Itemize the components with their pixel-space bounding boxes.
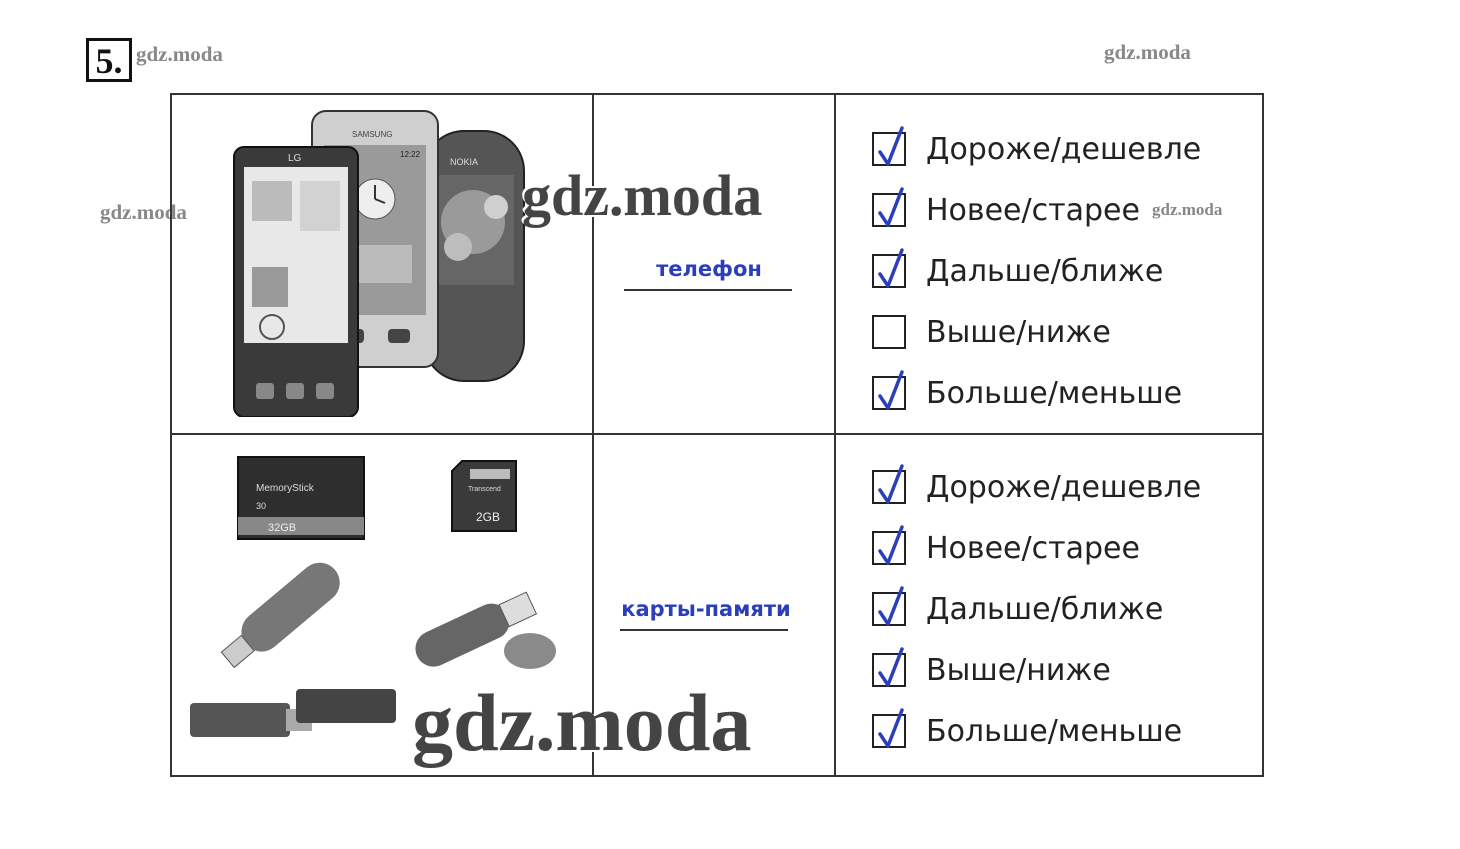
checkmark-icon [876,368,910,414]
answer-memory: карты-памяти [621,597,791,621]
watermark: gdz.moda [100,200,187,224]
option-row [872,528,1140,568]
option-row [872,312,1111,352]
answer-underline [624,289,792,291]
task-number: 5. [86,38,132,82]
memory-stick-label: MemoryStick [256,483,314,494]
option-checkbox[interactable] [872,531,906,565]
option-checkbox[interactable] [872,714,906,748]
watermark: gdz.moda [522,163,763,228]
memory-stick-speed: 30 [256,501,267,511]
option-row [872,373,1182,413]
checkmark-icon [876,124,910,170]
watermark: gdz.moda [1152,200,1223,219]
row-divider [172,433,1262,435]
option-checkbox[interactable] [872,254,906,288]
option-label: Дальше/ближе [926,591,1164,627]
option-row [872,129,1201,169]
brand-label: SAMSUNG [352,130,393,139]
option-label: Дальше/ближе [926,253,1164,289]
option-label: Больше/меньше [926,375,1183,411]
option-label: Дороже/дешевле [926,469,1202,505]
sd-brand: Transcend [468,486,501,493]
sd-size: 2GB [476,510,501,524]
option-row [872,251,1163,291]
option-row [872,589,1163,629]
phones-image [228,107,538,417]
option-checkbox[interactable] [872,470,906,504]
option-label: Выше/ниже [926,314,1111,350]
watermark: gdz.moda [1104,40,1191,64]
answer-underline [620,629,788,631]
brand-label: NOKIA [450,157,479,167]
option-checkbox[interactable] [872,193,906,227]
checkmark-icon [876,584,910,630]
memory-stick-size: 32GB [268,522,297,534]
brand-label: LG [288,153,302,164]
checkmark-icon [876,246,910,292]
option-row [872,467,1201,507]
option-row [872,711,1182,751]
checkmark-icon [876,523,910,569]
watermark: gdz.moda [412,677,752,768]
option-checkbox[interactable] [872,653,906,687]
option-label: Дороже/дешевле [926,131,1202,167]
watermark: gdz.moda [136,42,223,66]
option-checkbox[interactable] [872,315,906,349]
option-checkbox[interactable] [872,376,906,410]
option-label: Новее/старее [926,192,1140,228]
answer-phone: телефон [656,257,762,281]
option-row [872,650,1111,690]
option-label: Выше/ниже [926,652,1111,688]
option-row [872,190,1140,230]
option-label: Новее/старее [926,530,1140,566]
checkmark-icon [876,706,910,752]
checkmark-icon [876,185,910,231]
column-divider [834,95,836,775]
checkmark-icon [876,462,910,508]
checkmark-icon [876,645,910,691]
option-label: Больше/меньше [926,713,1183,749]
option-checkbox[interactable] [872,592,906,626]
clock-label: 12:22 [400,150,421,159]
option-checkbox[interactable] [872,132,906,166]
